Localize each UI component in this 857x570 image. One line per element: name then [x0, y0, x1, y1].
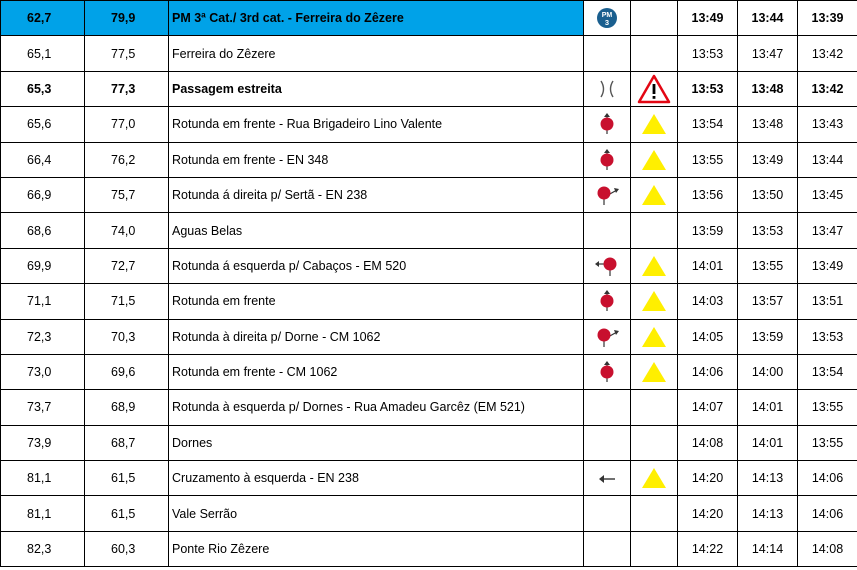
description-cell: Rotunda á esquerda p/ Cabaços - EM 520	[169, 248, 584, 283]
description-cell: Dornes	[169, 425, 584, 460]
direction-icon-cell	[584, 496, 631, 531]
time-cell-2: 14:00	[738, 354, 798, 389]
time-cell-3: 13:47	[798, 213, 857, 248]
time-cell-3: 13:55	[798, 425, 857, 460]
time-cell-3: 13:39	[798, 1, 857, 36]
table-row	[1, 213, 857, 248]
time-cell-1: 14:20	[678, 496, 738, 531]
warning-icon-cell	[631, 354, 678, 389]
time-cell-3: 13:43	[798, 107, 857, 142]
description-cell: Cruzamento à esquerda - EN 238	[169, 461, 584, 496]
warning-icon-cell	[631, 36, 678, 71]
direction-icon-cell	[584, 71, 631, 106]
km-remaining-cell: 77,5	[85, 36, 169, 71]
time-cell-2: 13:53	[738, 213, 798, 248]
warning-icon-cell	[631, 425, 678, 460]
time-cell-1: 14:22	[678, 531, 738, 566]
caution-triangle-icon	[640, 289, 668, 313]
km-remaining-cell: 68,7	[85, 425, 169, 460]
time-cell-2: 13:50	[738, 177, 798, 212]
table-row	[1, 354, 857, 389]
time-cell-1: 13:59	[678, 213, 738, 248]
direction-icon-cell	[584, 390, 631, 425]
table-row	[1, 496, 857, 531]
warning-icon-cell	[631, 142, 678, 177]
warning-icon-cell	[631, 177, 678, 212]
warning-icon-cell	[631, 248, 678, 283]
km-remaining-cell: 61,5	[85, 461, 169, 496]
description-cell: Rotunda em frente - Rua Brigadeiro Lino Valente	[169, 107, 584, 142]
svg-text:3: 3	[604, 18, 610, 28]
narrow-passage-icon	[598, 79, 616, 99]
time-cell-1: 14:20	[678, 461, 738, 496]
km-remaining-cell: 71,5	[85, 284, 169, 319]
time-cell-3: 13:51	[798, 284, 857, 319]
table-row	[1, 248, 857, 283]
table-row	[1, 425, 857, 460]
warning-icon-cell	[631, 71, 678, 106]
table-row	[1, 390, 857, 425]
roadbook-rows	[1, 1, 857, 567]
time-cell-1: 13:56	[678, 177, 738, 212]
time-cell-2: 13:48	[738, 71, 798, 106]
table-row	[1, 461, 857, 496]
time-cell-1: 14:06	[678, 354, 738, 389]
time-cell-1: 13:53	[678, 71, 738, 106]
danger-triangle-icon	[637, 74, 671, 104]
km-partial-cell: 65,1	[1, 36, 85, 71]
table-row	[1, 36, 857, 71]
description-cell: Ferreira do Zêzere	[169, 36, 584, 71]
time-cell-1: 14:08	[678, 425, 738, 460]
description-cell: Rotunda à esquerda p/ Dornes - Rua Amadeu Garcêz (EM 521)	[169, 390, 584, 425]
time-cell-3: 14:06	[798, 496, 857, 531]
km-remaining-cell: 68,9	[85, 390, 169, 425]
time-cell-1: 14:01	[678, 248, 738, 283]
km-partial-cell: 62,7	[1, 1, 85, 36]
time-cell-1: 14:05	[678, 319, 738, 354]
km-partial-cell: 66,4	[1, 142, 85, 177]
km-partial-cell: 72,3	[1, 319, 85, 354]
time-cell-2: 13:49	[738, 142, 798, 177]
km-partial-cell: 71,1	[1, 284, 85, 319]
km-partial-cell: 73,9	[1, 425, 85, 460]
warning-icon-cell	[631, 496, 678, 531]
description-cell: Vale Serrão	[169, 496, 584, 531]
time-cell-1: 13:55	[678, 142, 738, 177]
caution-triangle-icon	[640, 148, 668, 172]
time-cell-2: 14:01	[738, 425, 798, 460]
time-cell-3: 13:53	[798, 319, 857, 354]
warning-icon-cell	[631, 461, 678, 496]
time-cell-1: 13:54	[678, 107, 738, 142]
time-cell-2: 14:01	[738, 390, 798, 425]
warning-icon-cell	[631, 213, 678, 248]
roundabout-straight-icon	[597, 148, 617, 172]
direction-icon-cell	[584, 1, 631, 36]
km-partial-cell: 68,6	[1, 213, 85, 248]
roundabout-right-icon	[594, 326, 620, 348]
time-cell-3: 13:54	[798, 354, 857, 389]
direction-icon-cell	[584, 319, 631, 354]
svg-text:PM: PM	[601, 12, 613, 20]
time-cell-3: 14:06	[798, 461, 857, 496]
time-cell-3: 13:55	[798, 390, 857, 425]
warning-icon-cell	[631, 284, 678, 319]
roundabout-straight-icon	[597, 289, 617, 313]
direction-icon-cell	[584, 107, 631, 142]
km-remaining-cell: 77,0	[85, 107, 169, 142]
time-cell-1: 14:03	[678, 284, 738, 319]
time-cell-2: 13:55	[738, 248, 798, 283]
table-row	[1, 177, 857, 212]
km-partial-cell: 65,6	[1, 107, 85, 142]
description-cell: Rotunda á direita p/ Sertã - EN 238	[169, 177, 584, 212]
table-row	[1, 142, 857, 177]
time-cell-1: 13:49	[678, 1, 738, 36]
time-cell-2: 13:44	[738, 1, 798, 36]
warning-icon-cell	[631, 390, 678, 425]
table-row	[1, 284, 857, 319]
km-remaining-cell: 70,3	[85, 319, 169, 354]
time-cell-1: 13:53	[678, 36, 738, 71]
km-remaining-cell: 60,3	[85, 531, 169, 566]
direction-icon-cell	[584, 354, 631, 389]
caution-triangle-icon	[640, 183, 668, 207]
time-cell-2: 13:48	[738, 107, 798, 142]
km-partial-cell: 65,3	[1, 71, 85, 106]
km-remaining-cell: 69,6	[85, 354, 169, 389]
table-row	[1, 71, 857, 106]
caution-triangle-icon	[640, 325, 668, 349]
description-cell: Rotunda em frente	[169, 284, 584, 319]
time-cell-3: 13:42	[798, 36, 857, 71]
caution-triangle-icon	[640, 112, 668, 136]
description-cell: Passagem estreita	[169, 71, 584, 106]
description-cell: Aguas Belas	[169, 213, 584, 248]
caution-triangle-icon	[640, 254, 668, 278]
description-cell: Rotunda em frente - EN 348	[169, 142, 584, 177]
warning-icon-cell	[631, 319, 678, 354]
warning-icon-cell	[631, 1, 678, 36]
direction-icon-cell	[584, 248, 631, 283]
time-cell-3: 13:42	[798, 71, 857, 106]
time-cell-2: 14:13	[738, 496, 798, 531]
table-row	[1, 1, 857, 36]
roundabout-right-icon	[594, 184, 620, 206]
direction-icon-cell	[584, 142, 631, 177]
table-row	[1, 107, 857, 142]
direction-icon-cell	[584, 284, 631, 319]
km-partial-cell: 66,9	[1, 177, 85, 212]
table-row	[1, 319, 857, 354]
direction-icon-cell	[584, 213, 631, 248]
roundabout-straight-icon	[597, 360, 617, 384]
time-cell-3: 13:45	[798, 177, 857, 212]
direction-icon-cell	[584, 461, 631, 496]
direction-icon-cell	[584, 531, 631, 566]
km-partial-cell: 69,9	[1, 248, 85, 283]
direction-icon-cell	[584, 36, 631, 71]
roundabout-left-icon	[594, 255, 620, 277]
warning-icon-cell	[631, 107, 678, 142]
km-remaining-cell: 72,7	[85, 248, 169, 283]
description-cell: Rotunda em frente - CM 1062	[169, 354, 584, 389]
km-remaining-cell: 77,3	[85, 71, 169, 106]
time-cell-3: 13:49	[798, 248, 857, 283]
direction-icon-cell	[584, 425, 631, 460]
description-cell: Ponte Rio Zêzere	[169, 531, 584, 566]
time-cell-1: 14:07	[678, 390, 738, 425]
km-remaining-cell: 79,9	[85, 1, 169, 36]
km-partial-cell: 73,0	[1, 354, 85, 389]
km-remaining-cell: 76,2	[85, 142, 169, 177]
table-row	[1, 531, 857, 566]
km-remaining-cell: 61,5	[85, 496, 169, 531]
km-partial-cell: 81,1	[1, 496, 85, 531]
km-partial-cell: 82,3	[1, 531, 85, 566]
time-cell-3: 14:08	[798, 531, 857, 566]
km-remaining-cell: 75,7	[85, 177, 169, 212]
km-remaining-cell: 74,0	[85, 213, 169, 248]
time-cell-2: 13:47	[738, 36, 798, 71]
time-cell-3: 13:44	[798, 142, 857, 177]
direction-icon-cell	[584, 177, 631, 212]
roundabout-straight-icon	[597, 112, 617, 136]
km-partial-cell: 81,1	[1, 461, 85, 496]
time-cell-2: 14:14	[738, 531, 798, 566]
warning-icon-cell	[631, 531, 678, 566]
km-partial-cell: 73,7	[1, 390, 85, 425]
time-cell-2: 13:57	[738, 284, 798, 319]
pm3-badge-icon	[596, 7, 618, 29]
description-cell: PM 3ª Cat./ 3rd cat. - Ferreira do Zêzere	[169, 1, 584, 36]
time-cell-2: 13:59	[738, 319, 798, 354]
caution-triangle-icon	[640, 360, 668, 384]
description-cell: Rotunda à direita p/ Dorne - CM 1062	[169, 319, 584, 354]
time-cell-2: 14:13	[738, 461, 798, 496]
caution-triangle-icon	[640, 466, 668, 490]
left-arrow-icon	[597, 473, 617, 485]
